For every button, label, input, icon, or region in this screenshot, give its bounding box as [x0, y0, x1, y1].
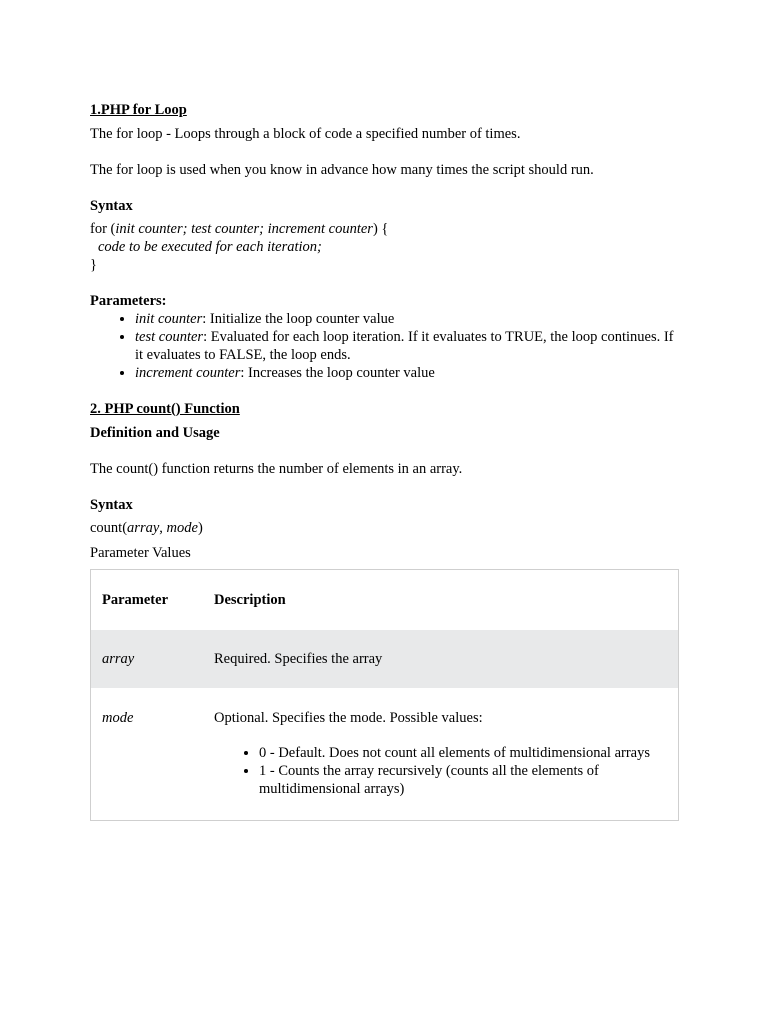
list-item: • 1 - Counts the array recursively (counts all the elements of multidimensional arrays)	[259, 762, 667, 798]
parameters-label: Parameters:	[90, 293, 167, 309]
list-item: • increment counter: Increases the loop counter value	[135, 364, 680, 382]
document-page	[90, 100, 680, 821]
param-description: Required. Specifies the array	[203, 630, 679, 688]
syntax-prefix: for (	[90, 221, 116, 237]
syntax-line-1	[90, 220, 680, 238]
table-header-description: Description	[214, 592, 286, 608]
definition-label: Definition and Usage	[90, 425, 220, 441]
for-loop-intro: The for loop - Loops through a block of code a specified number of times.	[90, 126, 521, 142]
count-definition: The count() function returns the number of elements in an array.	[90, 461, 463, 477]
syntax-line-3: }	[90, 257, 97, 273]
param-name: array	[102, 651, 135, 667]
section2-heading: 2. PHP count() Function	[90, 401, 240, 417]
syntax-label: Syntax	[90, 198, 133, 214]
list-item: • init counter: Initialize the loop counter value	[135, 310, 680, 328]
table-header-parameter: Parameter	[102, 592, 169, 608]
syntax-suffix: ) {	[372, 221, 389, 237]
table-row	[91, 688, 679, 821]
parameter-values-label: Parameter Values	[90, 545, 191, 561]
for-loop-usage: The for loop is used when you know in advance how many times the script should run.	[90, 162, 594, 178]
table-header-row	[91, 570, 679, 631]
syntax-label-2: Syntax	[90, 497, 133, 513]
section1-heading: 1.PHP for Loop	[90, 102, 187, 118]
parameters-list	[90, 310, 680, 382]
table-row	[91, 630, 679, 688]
list-item: • test counter: Evaluated for each loop iteration. If it evaluates to TRUE, the loop continues. If it evaluates to FALSE, the loop ends.	[135, 328, 680, 364]
parameter-values-table	[90, 569, 679, 821]
syntax-args: init counter; test counter; increment counter	[115, 221, 373, 237]
syntax-line-2: code to be executed for each iteration;	[98, 239, 322, 255]
for-loop-syntax	[90, 220, 680, 274]
param-description: Optional. Specifies the mode. Possible values:	[214, 710, 483, 726]
param-name: mode	[102, 710, 134, 726]
mode-options-list	[214, 744, 667, 798]
list-item: • 0 - Default. Does not count all elements of multidimensional arrays	[259, 744, 667, 762]
count-syntax: count(array, mode)	[90, 520, 203, 536]
